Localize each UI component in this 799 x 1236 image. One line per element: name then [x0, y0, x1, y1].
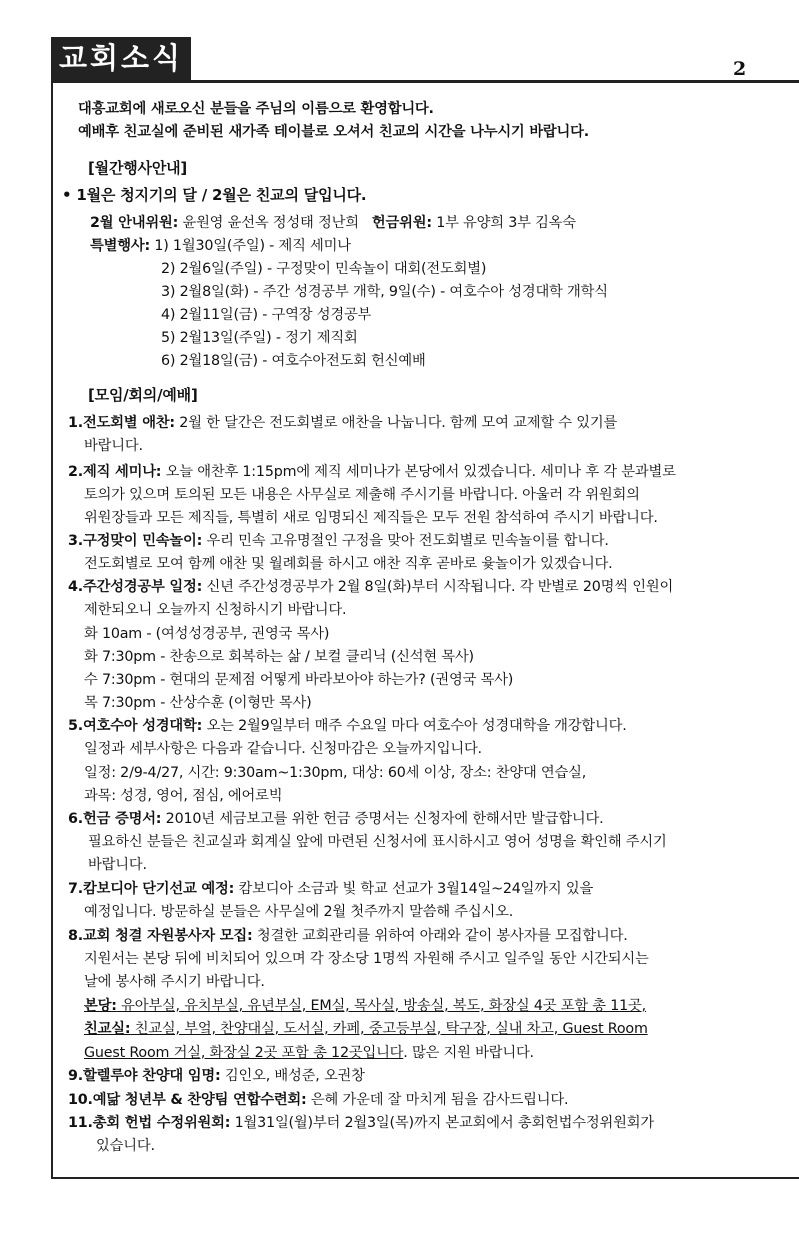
- left-rule: [51, 80, 53, 1179]
- item-10: 10.예닮 청년부 & 찬양팀 연합수련회: 은혜 가운데 잘 마치게 됨을 감사드립니다.: [68, 1092, 569, 1108]
- event-4: 4) 2월11일(금) - 구역장 성경공부: [161, 307, 372, 323]
- event-5: 5) 2월13일(주일) - 정기 제직회: [161, 330, 358, 346]
- events-label: 특별행사:: [90, 238, 150, 254]
- item-2-line-3: 위원장들과 모든 제직들, 특별히 새로 임명되신 제직들은 모두 전원 참석하여 주시기 바랍니다.: [84, 510, 658, 526]
- item-3-line-1: 3.구정맞이 민속놀이: 우리 민속 고유명절인 구정을 맞아 전도회별로 민속놀이를 합니다.: [68, 533, 609, 549]
- event-3: 3) 2월8일(화) - 주간 성경공부 개학, 9일(수) - 여호수아 성경대학 개학식: [161, 284, 608, 300]
- item-1-line-2: 바랍니다.: [84, 438, 143, 454]
- item-8-line-2: 지원서는 본당 뒤에 비치되어 있으며 각 장소당 1명씩 자원해 주시고 일주일 동안 시간되시는: [84, 951, 649, 967]
- monthly-heading: [월간행사안내]: [88, 159, 188, 177]
- item-4-line-2: 제한되오니 오늘까지 신청하시기 바랍니다.: [84, 602, 347, 618]
- monthly-headline: • 1월은 청지기의 달 / 2월은 친교의 달입니다.: [62, 186, 367, 204]
- item-8-line-1: 8.교회 청결 자원봉사자 모집: 청결한 교회관리를 위하여 아래와 같이 봉사자를 모집합니다.: [68, 928, 628, 944]
- meetings-heading: [모임/회의/예배]: [88, 386, 198, 404]
- item-3-line-2: 전도회별로 모여 함께 애찬 및 월례회를 하시고 애찬 직후 곧바로 윷놀이가 있겠습니다.: [84, 556, 613, 572]
- guide-committee: [90, 213, 576, 233]
- item-5-line-1: 5.여호수아 성경대학: 오는 2월9일부터 매주 수요일 마다 여호수아 성경대학을 개강합니다.: [68, 718, 627, 734]
- item-5-line-4: 과목: 성경, 영어, 점심, 에어로빅: [84, 788, 283, 804]
- item-7-line-2: 예정입니다. 방문하실 분들은 사무실에 2월 첫주까지 말씀해 주십시오.: [84, 904, 514, 920]
- item-6-line-3: 바랍니다.: [88, 857, 147, 873]
- item-8-fellowship-hall: 친교실: 친교실, 부엌, 찬양대실, 도서실, 카페, 중고등부실, 탁구장, 실내 차고, Guest Room: [84, 1021, 648, 1037]
- item-8-fellowship-hall-2: Guest Room 거실, 화장실 2곳 포함 총 12곳입니다. 많은 지원 바랍니다.: [84, 1045, 534, 1061]
- event-1: 1) 1월30일(주일) - 제직 세미나: [149, 238, 351, 254]
- item-1-line-1: 1.전도회별 애찬: 2월 한 달간은 전도회별로 애찬을 나눕니다. 함께 모여 교제할 수 있기를: [68, 415, 618, 431]
- item-2-line-2: 토의가 있으며 토의된 모든 내용은 사무실로 제출해 주시기를 바랍니다. 아울러 각 위원회의: [84, 487, 640, 503]
- page-number: 2: [733, 58, 747, 80]
- item-5-line-3: 일정: 2/9-4/27, 시간: 9:30am~1:30pm, 대상: 60세 이상, 장소: 찬양대 연습실,: [84, 765, 587, 781]
- welcome-line-1: 대흥교회에 새로오신 분들을 주님의 이름으로 환영합니다.: [78, 101, 434, 117]
- guide-names: 윤원영 윤선옥 정성태 정난희: [178, 215, 359, 231]
- item-4-line-1: 4.주간성경공부 일정: 신년 주간성경공부가 2월 8일(화)부터 시작됩니다. 각 반별로 20명씩 인원이: [68, 579, 674, 595]
- item-9: 9.할렐루야 찬양대 임명: 김인오, 배성준, 오권창: [68, 1068, 365, 1084]
- item-5-line-2: 일정과 세부사항은 다음과 같습니다. 신청마감은 오늘까지입니다.: [84, 741, 482, 757]
- item-6-line-2: 필요하신 분들은 친교실과 회계실 앞에 마련된 신청서에 표시하시고 영어 성명을 확인해 주시기: [88, 834, 667, 850]
- bottom-rule: [51, 1177, 799, 1179]
- item-11-line-1: 11.총회 헌법 수정위원회: 1월31일(월)부터 2월3일(목)까지 본교회에서 총회헌법수정위원회가: [68, 1115, 654, 1131]
- guide-label: 2월 안내위원:: [90, 215, 179, 231]
- item-6-line-1: 6.헌금 증명서: 2010년 세금보고를 위한 헌금 증명서는 신청자에 한해서만 발급합니다.: [68, 811, 604, 827]
- item-8-line-3: 날에 봉사해 주시기 바랍니다.: [84, 974, 265, 990]
- section-title: 교회소식: [51, 37, 191, 80]
- item-2-line-1: 2.제직 세미나: 오늘 애찬후 1:15pm에 제직 세미나가 본당에서 있겠습니다. 세미나 후 각 분과별로: [68, 464, 676, 480]
- welcome-line-2: 예배후 친교실에 준비된 새가족 테이블로 오셔서 친교의 시간을 나누시기 바랍니다.: [78, 124, 589, 140]
- item-8-main-hall: 본당: 유아부실, 유치부실, 유년부실, EM실, 목사실, 방송실, 복도, 화장실 4곳 포함 총 11곳,: [84, 998, 647, 1014]
- event-2: 2) 2월6일(주일) - 구정맞이 민속놀이 대회(전도회별): [161, 261, 487, 277]
- item-4-line-5: 수 7:30pm - 현대의 문제점 어떻게 바라보아야 하는가? (권영국 목사): [84, 672, 514, 688]
- event-6: 6) 2월18일(금) - 여호수아전도회 헌신예배: [161, 353, 426, 369]
- item-4-line-3: 화 10am - (여성성경공부, 권영국 목사): [84, 626, 330, 642]
- event-line-1: [90, 236, 351, 256]
- top-rule: [51, 80, 799, 83]
- item-7-line-1: 7.캄보디아 단기선교 예정: 캄보디아 소금과 빛 학교 선교가 3월14일~24일까지 있을: [68, 881, 594, 897]
- offering-label: 헌금위원:: [371, 215, 432, 231]
- item-4-line-6: 목 7:30pm - 산상수훈 (이형만 목사): [84, 695, 312, 711]
- item-11-line-2: 있습니다.: [96, 1138, 155, 1154]
- offering-names: 1부 유양희 3부 김옥숙: [431, 215, 576, 231]
- item-4-line-4: 화 7:30pm - 찬송으로 회복하는 삶 / 보컬 클리닉 (신석현 목사): [84, 649, 474, 665]
